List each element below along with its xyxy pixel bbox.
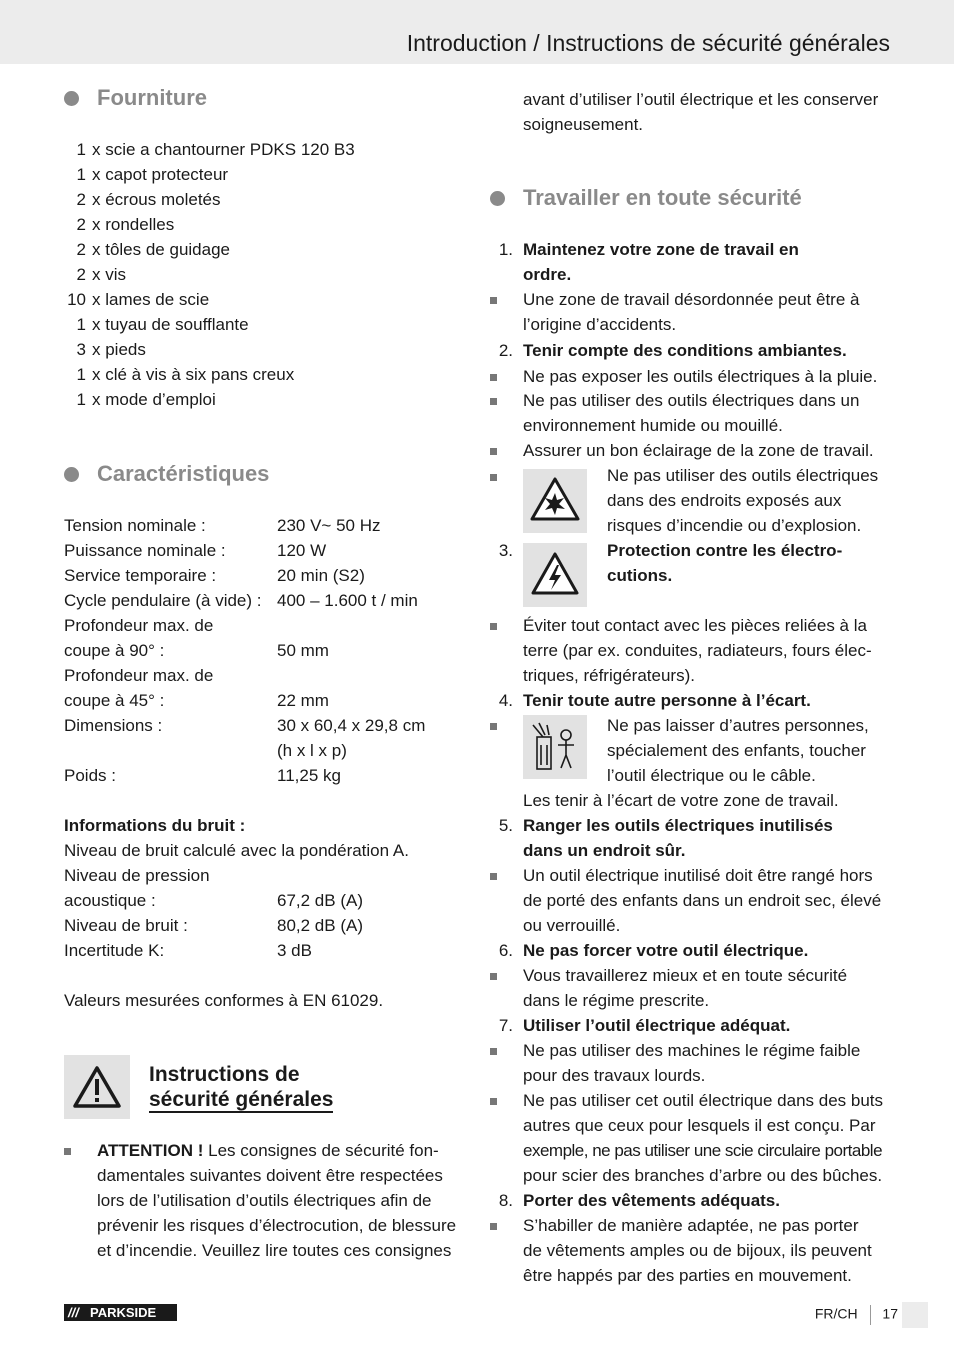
bullet-square-icon: [490, 723, 497, 730]
item-text: terre (par ex. conduites, radiateurs, fours élec-: [523, 641, 872, 660]
item-text: spécialement des enfants, toucher: [607, 741, 866, 760]
supply-quantity: 1: [76, 315, 86, 334]
spec-value: 30 x 60,4 x 29,8 cm: [277, 716, 426, 735]
supply-quantity: 1: [76, 165, 86, 184]
item-number: 6.: [498, 941, 513, 960]
explosion-icon-box: [523, 469, 587, 533]
spec-value: 67,2 dB (A): [277, 891, 363, 910]
attention-line-3: lors de l’utilisation d’outils électriques afin de: [97, 1191, 432, 1210]
bullet-square-icon: [490, 973, 497, 980]
spec-label: Incertitude K:: [64, 941, 165, 960]
supply-quantity: 2: [76, 190, 86, 209]
supply-quantity: 1: [76, 390, 86, 409]
spec-label: Cycle pendulaire (à vide) :: [64, 591, 262, 610]
item-text: Ne pas utiliser des outils électriques dans un: [523, 391, 860, 410]
item-text: de vêtements amples ou de bijoux, ils peuvent: [523, 1241, 872, 1260]
spec-value: 22 mm: [277, 691, 329, 710]
item-heading: dans un endroit sûr.: [523, 841, 686, 860]
supply-item: x mode d’emploi: [92, 390, 216, 409]
noise-heading: Informations du bruit :: [64, 816, 246, 835]
item-heading: Maintenez votre zone de travail en: [523, 240, 799, 259]
bullet-square-icon: [490, 374, 497, 381]
item-text: Ne pas laisser d’autres personnes,: [607, 716, 869, 735]
attention-line-2: damentales suivantes doivent être respectées: [97, 1166, 443, 1185]
item-text: autres que ceux pour lesquels il est conçu. Par: [523, 1116, 876, 1135]
bullet-dot-icon: [490, 191, 505, 206]
bullet-square-icon: [490, 873, 497, 880]
item-text: Ne pas exposer les outils électriques à la pluie.: [523, 367, 878, 386]
item-text: environnement humide ou mouillé.: [523, 416, 783, 435]
item-text: Vous travaillerez mieux et en toute sécurité: [523, 966, 848, 985]
item-heading: Porter des vêtements adéquats.: [523, 1191, 780, 1210]
item-heading: Ne pas forcer votre outil électrique.: [523, 941, 809, 960]
bullet-square-icon: [64, 1148, 71, 1155]
item-text: Ne pas utiliser cet outil électrique dans des buts: [523, 1091, 884, 1110]
item-text: pour scier des branches d’arbre ou des bûches.: [523, 1166, 883, 1185]
item-text: Ne pas utiliser des machines le régime faible: [523, 1041, 861, 1060]
item-text: l’outil électrique ou le câble.: [607, 766, 816, 785]
item-text: triques, réfrigérateurs).: [523, 666, 695, 685]
item-number: 4.: [498, 691, 513, 710]
item-number: 8.: [498, 1191, 513, 1210]
item-text: être happés par des parties en mouvement.: [523, 1266, 852, 1285]
spec-label: coupe à 90° :: [64, 641, 165, 660]
warning-triangle-icon: [64, 1055, 130, 1119]
item-heading: Tenir compte des conditions ambiantes.: [523, 341, 847, 360]
item-text: dans le régime prescrite.: [523, 991, 710, 1010]
bullet-square-icon: [490, 1048, 497, 1055]
supply-item: x lames de scie: [92, 290, 210, 309]
spec-label: Service temporaire :: [64, 566, 217, 585]
supply-item: x scie a chantourner PDKS 120 B3: [92, 140, 355, 159]
keep-away-children-icon: [523, 715, 587, 779]
supply-item: x tôles de guidage: [92, 240, 230, 259]
supply-quantity: 10: [67, 290, 86, 309]
item-text: exemple, ne pas utiliser une scie circulaire portable: [523, 1141, 883, 1160]
spec-value: 20 min (S2): [277, 566, 365, 585]
supply-quantity: 3: [76, 340, 86, 359]
bullet-square-icon: [490, 398, 497, 405]
supply-quantity: 1: [76, 365, 86, 384]
footer-tab: [902, 1302, 928, 1328]
parkside-logo: /// PARKSIDE: [64, 1304, 177, 1321]
supply-quantity: 2: [76, 240, 86, 259]
item-heading: ordre.: [523, 265, 572, 284]
instructions-heading-line2: sécurité générales: [149, 1088, 334, 1111]
attention-continued-2: soigneusement.: [523, 115, 644, 134]
supply-item: x clé à vis à six pans creux: [92, 365, 295, 384]
spec-label: Profondeur max. de: [64, 616, 214, 635]
item-heading: Tenir toute autre personne à l’écart.: [523, 691, 811, 710]
children-icon-box: [523, 715, 587, 779]
spec-value: 80,2 dB (A): [277, 916, 363, 935]
item-heading: cutions.: [607, 566, 673, 585]
attention-line-5: et d’incendie. Veuillez lire toutes ces consignes: [97, 1241, 452, 1260]
item-number: 3.: [498, 541, 513, 560]
supply-quantity: 1: [76, 140, 86, 159]
spec-label: coupe à 45° :: [64, 691, 165, 710]
item-heading: Protection contre les électro-: [607, 541, 843, 560]
attention-continued-1: avant d’utiliser l’outil électrique et les conserver: [523, 90, 879, 109]
spec-value: 230 V~ 50 Hz: [277, 516, 381, 535]
bullet-square-icon: [490, 448, 497, 455]
supply-item: x capot protecteur: [92, 165, 229, 184]
section-heading-travailler: Travailler en toute sécurité: [523, 185, 802, 210]
section-heading-fourniture: Fourniture: [97, 85, 207, 110]
item-text: de porté des enfants dans un endroit sec, élevé: [523, 891, 882, 910]
item-text: Ne pas utiliser des outils électriques: [607, 466, 879, 485]
item-text: ou verrouillé.: [523, 916, 621, 935]
item-number: 7.: [498, 1016, 513, 1035]
item-text: Éviter tout contact avec les pièces reliées à la: [523, 616, 867, 635]
spec-value: 400 – 1.600 t / min: [277, 591, 418, 610]
supply-item: x écrous moletés: [92, 190, 221, 209]
spec-label: Niveau de bruit :: [64, 916, 188, 935]
spec-value: 120 W: [277, 541, 327, 560]
spec-label: Puissance nominale :: [64, 541, 226, 560]
spec-label: Poids :: [64, 766, 116, 785]
footer-page-info: [815, 1305, 898, 1325]
supply-quantity: 2: [76, 265, 86, 284]
bullet-square-icon: [490, 1223, 497, 1230]
item-text: risques d’incendie ou d’explosion.: [607, 516, 862, 535]
page-number: 17: [882, 1305, 898, 1322]
electric-hazard-icon: [523, 543, 587, 607]
supply-item: x pieds: [92, 340, 146, 359]
supply-item: x vis: [92, 265, 126, 284]
spec-value: (h x l x p): [277, 741, 347, 760]
supply-item: x rondelles: [92, 215, 175, 234]
bullet-square-icon: [490, 1098, 497, 1105]
spec-label: Profondeur max. de: [64, 666, 214, 685]
attention-line-4: prévenir les risques d’électrocution, de blessure: [97, 1216, 457, 1235]
bullet-dot-icon: [64, 91, 79, 106]
item-number: 1.: [498, 240, 513, 259]
noise-intro: Niveau de bruit calculé avec la pondération A.: [64, 841, 409, 860]
item-text: Une zone de travail désordonnée peut être à: [523, 290, 860, 309]
item-number: 2.: [498, 341, 513, 360]
explosion-hazard-icon: [523, 469, 587, 533]
electric-icon-box: [523, 543, 587, 607]
spec-label: Dimensions :: [64, 716, 163, 735]
spec-value: 3 dB: [277, 941, 312, 960]
attention-line-1: ATTENTION ! Les consignes de sécurité fon-: [97, 1141, 439, 1160]
spec-label: Tension nominale :: [64, 516, 206, 535]
item-heading: Ranger les outils électriques inutilisés: [523, 816, 833, 835]
norm-note: Valeurs mesurées conformes à EN 61029.: [64, 991, 384, 1010]
spec-value: 50 mm: [277, 641, 329, 660]
footer-locale: FR/CH: [814, 1305, 858, 1322]
item-text: S’habiller de manière adaptée, ne pas porter: [523, 1216, 859, 1235]
item-text: dans des endroits exposés aux: [607, 491, 842, 510]
page-title: Introduction / Instructions de sécurité générales: [406, 30, 890, 56]
item-text: Assurer un bon éclairage de la zone de travail.: [523, 441, 874, 460]
bullet-dot-icon: [64, 467, 79, 482]
section-heading-caracteristiques: Caractéristiques: [97, 461, 270, 486]
instructions-heading-line1: Instructions de: [149, 1063, 300, 1086]
item-heading: Utiliser l’outil électrique adéquat.: [523, 1016, 791, 1035]
warning-icon-box: [64, 1055, 130, 1119]
item-text: Les tenir à l’écart de votre zone de travail.: [523, 791, 839, 810]
item-text: Un outil électrique inutilisé doit être rangé hors: [523, 866, 873, 885]
bullet-square-icon: [490, 623, 497, 630]
bullet-square-icon: [490, 474, 497, 481]
item-text: pour des travaux lourds.: [523, 1066, 706, 1085]
item-text: l’origine d’accidents.: [523, 315, 677, 334]
supply-item: x tuyau de soufflante: [92, 315, 249, 334]
supply-quantity: 2: [76, 215, 86, 234]
spec-label: acoustique :: [64, 891, 156, 910]
item-number: 5.: [498, 816, 513, 835]
spec-label: Niveau de pression: [64, 866, 210, 885]
bullet-square-icon: [490, 297, 497, 304]
spec-value: 11,25 kg: [277, 766, 341, 785]
